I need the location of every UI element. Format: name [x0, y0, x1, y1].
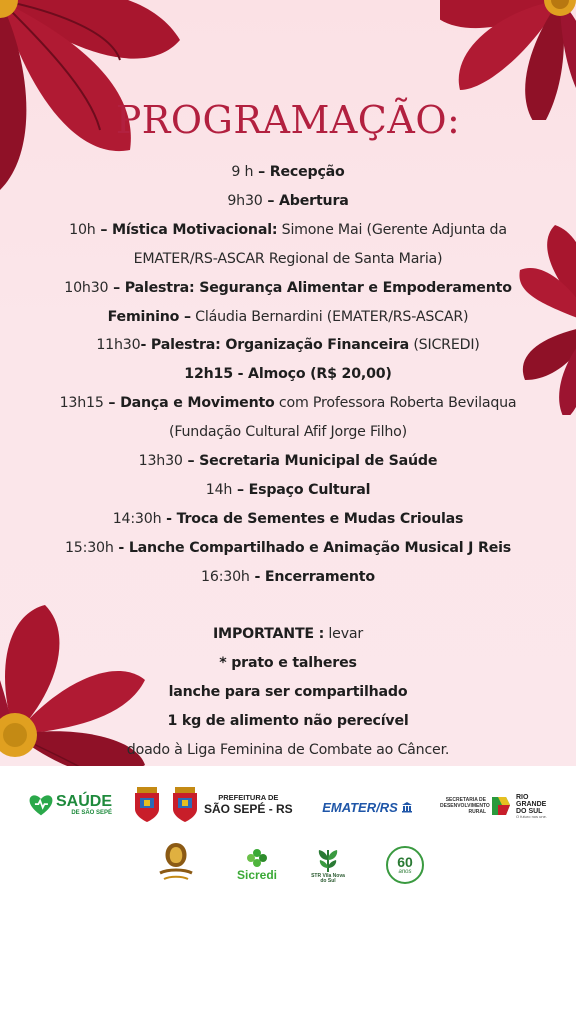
schedule-title: Palestra: Organização Financeira — [150, 337, 410, 354]
schedule-line — [20, 360, 556, 389]
schedule-time: 15:30h — [64, 539, 114, 556]
sponsor-logos — [0, 766, 576, 1024]
schedule-time: 14h — [205, 481, 233, 498]
schedule-title: Dança e Movimento — [120, 395, 275, 412]
schedule-title: Troca de Sementes e Mudas Crioulas — [176, 510, 464, 527]
schedule-detail: (SICREDI) — [409, 337, 480, 354]
important-label: IMPORTANTE : — [212, 626, 325, 642]
logo-governo-rs: SECRETARIA DE DESENVOLVIMENTO RURAL RIO GRANDE DO SUL O futuro nos une. — [440, 793, 547, 819]
schedule-line — [20, 534, 556, 563]
schedule-title: Encerramento — [264, 568, 375, 585]
schedule-title: Espaço Cultural — [248, 481, 371, 498]
schedule-line — [20, 245, 556, 274]
schedule-detail: Cláudia Bernardini (EMATER/RS-ASCAR) — [190, 308, 469, 325]
schedule-line — [20, 187, 556, 216]
coat-of-arms-icon — [170, 787, 200, 823]
schedule-title: Abertura — [279, 192, 349, 209]
schedule-line — [20, 274, 556, 303]
schedule-title: Secretaria Municipal de Saúde — [199, 453, 438, 470]
schedule-line — [20, 303, 556, 332]
logo-prefeitura: PREFEITURA DE SÃO SEPÉ - RS — [170, 786, 302, 824]
coat-of-arms-icon — [132, 787, 162, 823]
important-item: lanche para ser compartilhado — [168, 683, 408, 700]
building-icon — [401, 801, 413, 813]
logo-emater: EMATER/RS — [315, 796, 420, 818]
schedule-detail: com Professora Roberta Bevilaqua — [274, 395, 517, 412]
schedule-separator: – — [182, 453, 200, 470]
heart-icon — [28, 791, 54, 819]
logo-str: STR Vila Nova do Sul — [306, 844, 350, 888]
logo-60-anos: 60 anos — [386, 846, 424, 884]
schedule-title: 12h15 - Almoço (R$ 20,00) — [184, 366, 392, 383]
schedule-time: 9h30 — [227, 192, 263, 209]
important-item: * prato e talheres — [219, 654, 357, 671]
important-notice — [20, 620, 556, 765]
important-item: 1 kg de alimento não perecível — [167, 712, 409, 729]
schedule-separator: – — [95, 221, 112, 238]
schedule-line — [20, 505, 556, 534]
schedule-time: 13h30 — [138, 453, 183, 470]
schedule-separator: – — [262, 192, 280, 209]
sicredi-flower-icon — [246, 848, 268, 868]
schedule-separator: – — [103, 395, 121, 412]
schedule-line — [20, 331, 556, 360]
schedule-time: 9 h — [231, 164, 254, 180]
page-title: PROGRAMAÇÃO: — [115, 98, 461, 142]
schedule-separator: - — [249, 568, 265, 585]
important-label-rest: levar — [324, 626, 364, 642]
schedule-title: Palestra: Segurança Alimentar e Empoderamento — [124, 279, 512, 296]
schedule-title: Lanche Compartilhado e Animação Musical J Reis — [128, 539, 512, 556]
schedule-title: Mística Motivacional: — [111, 221, 278, 238]
schedule-line — [20, 389, 556, 418]
schedule-title: Feminino – — [107, 308, 191, 325]
schedule-list — [20, 158, 556, 592]
schedule-line — [20, 216, 556, 245]
important-note: doado à Liga Feminina de Combate ao Câncer. — [126, 741, 450, 758]
schedule-time: 14:30h — [112, 510, 162, 527]
logo-saude: SAÚDE DE SÃO SEPÉ — [28, 790, 112, 820]
logo-sicredi: Sicredi — [228, 846, 286, 884]
schedule-title: Recepção — [269, 164, 345, 180]
schedule-time: 10h30 — [64, 279, 109, 296]
schedule-time: 13h15 — [59, 395, 104, 412]
schedule-detail: (Fundação Cultural Afif Jorge Filho) — [168, 424, 407, 441]
schedule-separator: – — [108, 279, 125, 296]
ornamental-logo-icon — [152, 839, 200, 887]
schedule-line — [20, 476, 556, 505]
schedule-separator: – — [253, 164, 270, 180]
schedule-time: 11h30 — [96, 337, 141, 354]
leaf-icon — [315, 848, 341, 874]
schedule-separator: - — [161, 510, 177, 527]
schedule-detail: Simone Mai (Gerente Adjunta da — [277, 221, 507, 238]
schedule-separator: - — [140, 337, 151, 354]
schedule-detail: EMATER/RS-ASCAR Regional de Santa Maria) — [133, 250, 443, 267]
schedule-time: 16:30h — [201, 568, 250, 585]
schedule-line — [20, 563, 556, 592]
schedule-line — [20, 158, 556, 187]
flag-icon — [488, 793, 514, 819]
schedule-time: 10h — [69, 221, 96, 238]
schedule-separator: – — [232, 481, 249, 498]
important-heading — [20, 620, 556, 649]
schedule-line — [20, 418, 556, 447]
schedule-separator: - — [113, 539, 129, 556]
schedule-line — [20, 447, 556, 476]
